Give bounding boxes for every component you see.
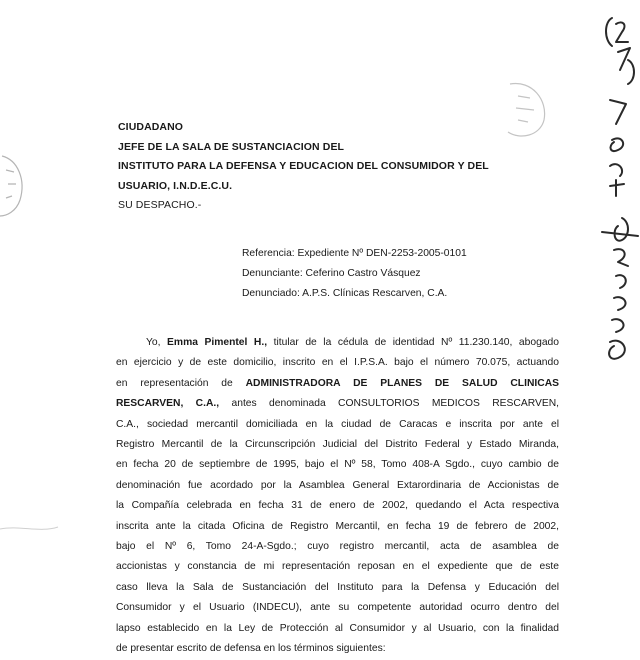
paragraph-line: inscrita ante la citada Oficina de Registro Mercantil, en fecha 19 de febrero de 2002, [116, 520, 559, 532]
margin-mark [0, 515, 60, 545]
addressee-line: INSTITUTO PARA LA DEFENSA Y EDUCACION DEL CONSUMIDOR Y DEL [118, 160, 489, 172]
handwritten-annotation [552, 0, 640, 400]
paragraph-line: en ejercicio y de este domicilio, inscrito en el I.P.S.A. bajo el número 70.075, actuando [116, 357, 559, 369]
signer-name: Emma Pimentel H., [167, 337, 268, 348]
denunciado-line: Denunciado: A.P.S. Clínicas Rescarven, C.A. [242, 288, 448, 299]
paragraph-line [116, 374, 559, 394]
addressee-line: CIUDADANO [118, 121, 184, 133]
paragraph-line: accionistas y constancia de mi representación reposan en el expediente que de este [116, 561, 559, 573]
paragraph-line [116, 333, 559, 353]
stamp-mark [500, 80, 550, 140]
paragraph-line: C.A., sociedad mercantil domiciliada en la ciudad de Caracas e inscrita por ante el [116, 418, 559, 430]
paragraph-line [116, 394, 559, 414]
paragraph-line: bajo el Nº 6, Tomo 24-A-Sgdo.; cuyo registro mercantil, acta de asamblea de [116, 541, 559, 553]
paragraph-line: caso lleva la Sala de Sustanciación del Instituto para la Defensa y Educación del [116, 581, 559, 593]
company-name: ADMINISTRADORA DE PLANES DE SALUD CLINICAS [245, 377, 559, 389]
stamp-mark [0, 150, 34, 220]
body-paragraph [116, 333, 559, 660]
paragraph-line: de presentar escrito de defensa en los términos siguientes: [116, 643, 386, 655]
company-name: RESCARVEN, C.A., [116, 398, 220, 410]
paragraph-line: Consumidor y el Usuario (INDECU), ante su competente autoridad ocurro dentro del [116, 602, 559, 614]
text-run: antes denominada CONSULTORIOS MEDICOS RESCARVEN, [219, 398, 559, 410]
paragraph-line: en fecha 20 de septiembre de 1995, bajo el Nº 58, Tomo 408-A Sgdo., cuyo cambio de [116, 459, 559, 471]
references-block [242, 244, 467, 304]
denunciante-line: Denunciante: Ceferino Castro Vásquez [242, 268, 421, 279]
addressee-line: SU DESPACHO.- [118, 199, 202, 211]
text-run: titular de la cédula de identidad Nº 11.230.140, abogado [267, 337, 560, 348]
paragraph-line: denominación fue acordado por la Asamblea General Extarordinaria de Accionistas de [116, 479, 559, 491]
text-run: en representación de [116, 377, 246, 389]
paragraph-line: la Compañía celebrada en fecha 31 de enero de 2002, quedando el Acta respectiva [116, 500, 559, 512]
reference-line: Referencia: Expediente Nº DEN-2253-2005-0101 [242, 248, 467, 259]
paragraph-line: Registro Mercantil de la Circunscripción Judicial del Distrito Federal y Estado Miranda, [116, 439, 559, 451]
text-run: Yo, [146, 337, 168, 348]
addressee-line: USUARIO, I.N.D.E.C.U. [118, 179, 233, 192]
paragraph-line: lapso establecido en la Ley de Protección al Consumidor y al Usuario, con la finalidad [116, 622, 559, 634]
addressee-line: JEFE DE LA SALA DE SUSTANCIACION DEL [118, 140, 345, 153]
addressee-block [118, 118, 489, 216]
